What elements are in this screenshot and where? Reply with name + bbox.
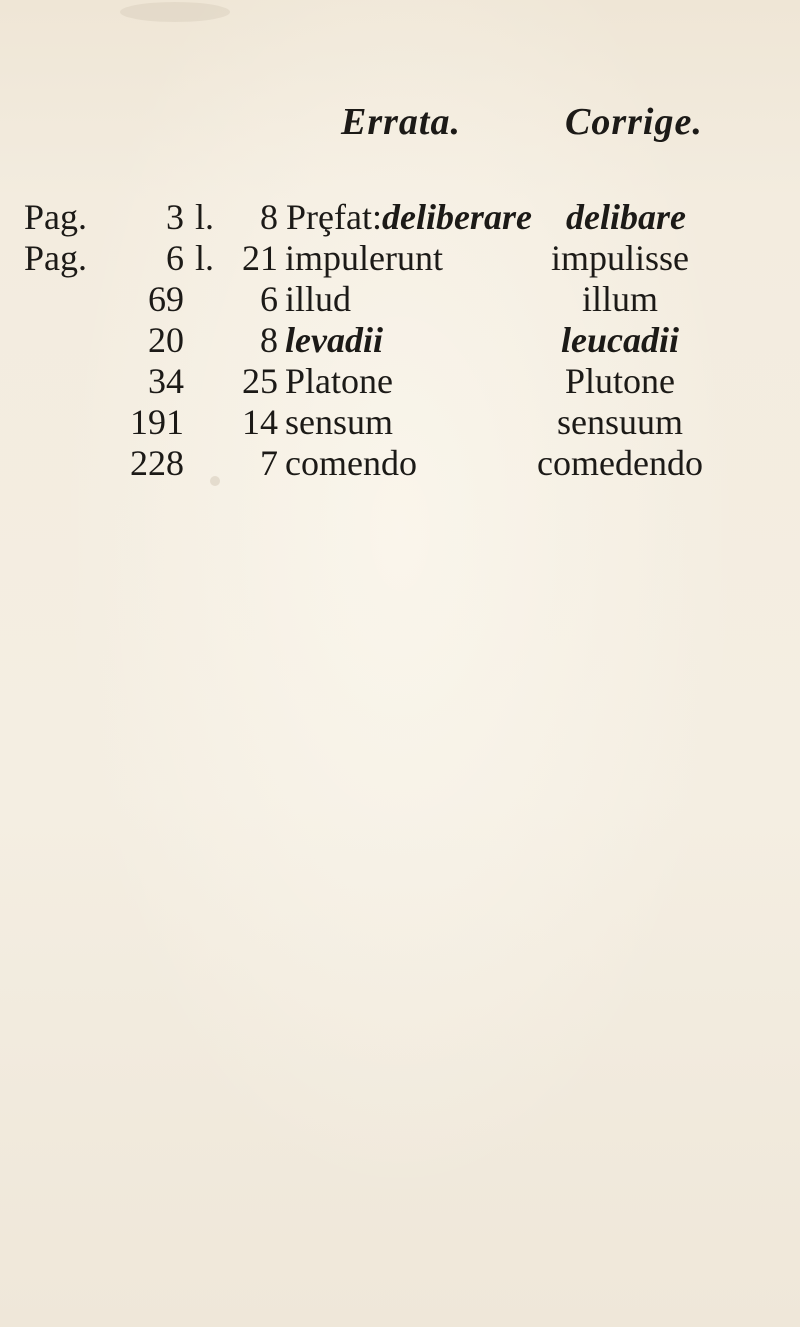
page-number: 20 xyxy=(148,320,184,360)
errata-row xyxy=(0,279,800,320)
page-abbrev: Pag. xyxy=(24,197,87,237)
page-number: 191 xyxy=(130,402,184,442)
errata-header xyxy=(0,100,800,160)
errata-row xyxy=(0,402,800,443)
line-number: 21 xyxy=(242,238,278,278)
page-number: 3 xyxy=(166,197,184,237)
page-number: 228 xyxy=(130,443,184,483)
erratum-text: sensum xyxy=(285,402,393,442)
line-number: 8 xyxy=(260,320,278,360)
correction-text: illum xyxy=(581,279,658,319)
errata-row xyxy=(0,238,800,279)
paper-stain xyxy=(120,2,230,22)
errata-row xyxy=(0,443,800,484)
errata-heading: Errata. xyxy=(341,101,461,143)
erratum-text: comendo xyxy=(285,443,417,483)
erratum-word: deliberare xyxy=(381,197,532,237)
correction-text: comedendo xyxy=(537,443,703,483)
errata-list xyxy=(0,197,800,484)
line-number: 14 xyxy=(242,402,278,442)
line-number: 6 xyxy=(260,279,278,319)
erratum-text xyxy=(286,197,532,238)
line-number: 8 xyxy=(260,197,278,237)
erratum-text: impulerunt xyxy=(285,238,443,278)
correction-text: delibare xyxy=(566,197,686,237)
errata-row xyxy=(0,197,800,238)
line-abbrev: l. xyxy=(195,238,215,278)
line-abbrev: l. xyxy=(195,197,215,237)
errata-row xyxy=(0,320,800,361)
page-number: 69 xyxy=(148,279,184,319)
page-number: 34 xyxy=(148,361,184,401)
erratum-text: illud xyxy=(285,279,352,319)
page-abbrev: Pag. xyxy=(24,238,87,278)
correction-text: sensuum xyxy=(557,402,683,442)
section-label: Prȩfat: xyxy=(286,197,382,237)
erratum-text: levadii xyxy=(285,320,383,360)
line-number: 7 xyxy=(260,443,278,483)
correction-text: leucadii xyxy=(561,320,679,360)
corrige-heading: Corrige. xyxy=(565,101,703,143)
correction-text: Plutone xyxy=(564,361,675,401)
errata-row xyxy=(0,361,800,402)
line-number: 25 xyxy=(242,361,278,401)
correction-text: impulisse xyxy=(550,238,689,278)
erratum-text: Platone xyxy=(285,361,393,401)
page-number: 6 xyxy=(166,238,184,278)
